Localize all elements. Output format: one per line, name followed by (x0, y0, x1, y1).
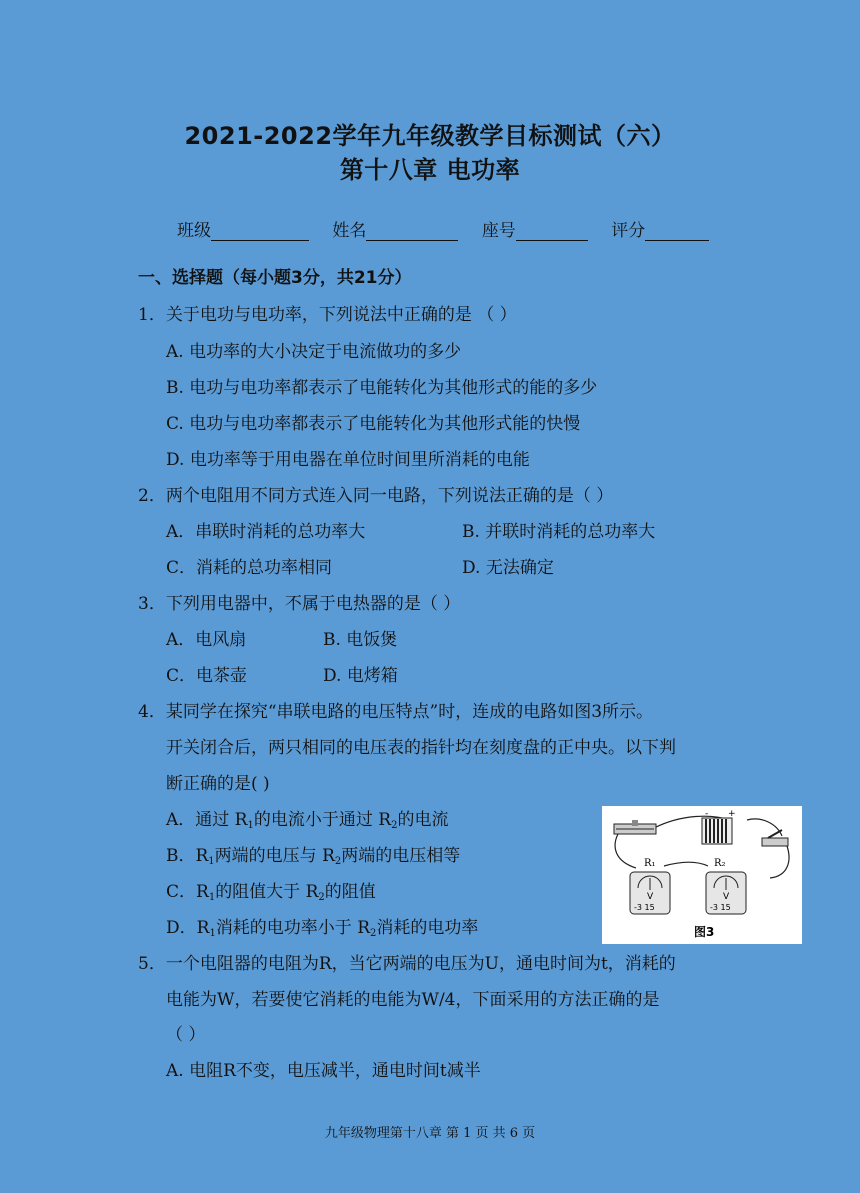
switch-icon (762, 830, 788, 846)
question-5-stem-line-2: 电能为W，若要使它消耗的电能为W/4，下面采用的方法正确的是 (166, 990, 660, 1010)
question-3-option-c[interactable]: C．电茶壶 (166, 666, 248, 686)
question-1-option-c[interactable]: C. 电功与电功率都表示了电能转化为其他形式能的快慢 (166, 414, 581, 434)
battery-plus: + (728, 809, 736, 819)
figure-caption: 图3 (694, 925, 715, 939)
question-2-option-c[interactable]: C．消耗的总功率相同 (166, 558, 333, 578)
name-label: 姓名 (332, 221, 367, 241)
question-4-option-c[interactable]: C．$R_1$的阻值大于 $R_2$的阻值 (166, 882, 376, 903)
score-label: 评分 (611, 221, 646, 241)
question-4-stem-line-3: 断正确的是( ) (166, 774, 270, 794)
seat-blank[interactable] (516, 224, 588, 241)
seat-label: 座号 (481, 221, 516, 241)
question-4-stem-line-1: 4．某同学在探究“串联电路的电压特点”时，连成的电路如图3所示。 (138, 702, 654, 722)
section-heading: 一、选择题（每小题3分，共21分） (138, 268, 412, 288)
question-4-option-a[interactable]: A．通过 $R_1$的电流小于通过 $R_2$的电流 (166, 810, 449, 831)
chapter-subtitle: 第十八章 电功率 (339, 156, 521, 184)
question-3-option-d[interactable]: D. 电烤箱 (323, 666, 398, 686)
page-footer: 九年级物理第十八章 第 1 页 共 6 页 (324, 1126, 536, 1141)
question-2-stem: 2．两个电阻用不同方式连入同一电路，下列说法正确的是（ ） (138, 486, 614, 506)
question-1-option-d[interactable]: D. 电功率等于用电器在单位时间里所消耗的电能 (166, 450, 530, 470)
question-3-option-b[interactable]: B. 电饭煲 (323, 630, 398, 650)
info-row (177, 216, 709, 241)
question-5-stem-line-1: 5．一个电阻器的电阻为R，当它两端的电压为U，通电时间为t，消耗的 (138, 954, 676, 974)
question-4-option-d[interactable]: D．$R_1$消耗的电功率小于 $R_2$消耗的电功率 (166, 918, 479, 939)
meter-1-v: V (647, 892, 654, 902)
meter-2-scale: -3 15 (710, 903, 731, 912)
question-1-option-a[interactable]: A. 电功率的大小决定于电流做功的多少 (166, 342, 462, 362)
question-1-stem: 1．关于电功与电功率，下列说法中正确的是 （ ） (138, 305, 517, 325)
page-title: 2021-2022学年九年级教学目标测试（六） (184, 122, 676, 150)
question-4-option-b[interactable]: B．$R_1$两端的电压与 $R_2$两端的电压相等 (166, 846, 461, 867)
score-blank[interactable] (645, 224, 709, 241)
question-2-option-d[interactable]: D. 无法确定 (462, 558, 554, 578)
meter-1-scale: -3 15 (634, 903, 655, 912)
class-label: 班级 (177, 221, 211, 241)
name-blank[interactable] (366, 224, 458, 241)
meter-2-v: V (723, 892, 730, 902)
question-4-stem-line-2: 开关闭合后，两只相同的电压表的指针均在刻度盘的正中央。以下判 (166, 738, 676, 758)
question-3-stem: 3．下列用电器中，不属于电热器的是（ ） (138, 594, 461, 614)
question-3-option-a[interactable]: A．电风扇 (166, 630, 247, 650)
question-1-option-b[interactable]: B. 电功与电功率都表示了电能转化为其他形式的能的多少 (166, 378, 598, 398)
question-5-stem-line-3: （ ） (166, 1025, 206, 1045)
circuit-figure (602, 806, 802, 944)
r2-label: R₂ (714, 858, 726, 869)
circuit-diagram (602, 806, 802, 944)
question-5-option-a[interactable]: A. 电阻R不变，电压减半，通电时间t减半 (166, 1061, 481, 1081)
battery-icon (702, 818, 732, 844)
r1-label: R₁ (644, 858, 656, 869)
class-blank[interactable] (211, 224, 309, 241)
question-2-option-b[interactable]: B. 并联时消耗的总功率大 (462, 522, 656, 542)
battery-minus: - (705, 809, 709, 819)
question-2-option-a[interactable]: A．串联时消耗的总功率大 (166, 522, 366, 542)
